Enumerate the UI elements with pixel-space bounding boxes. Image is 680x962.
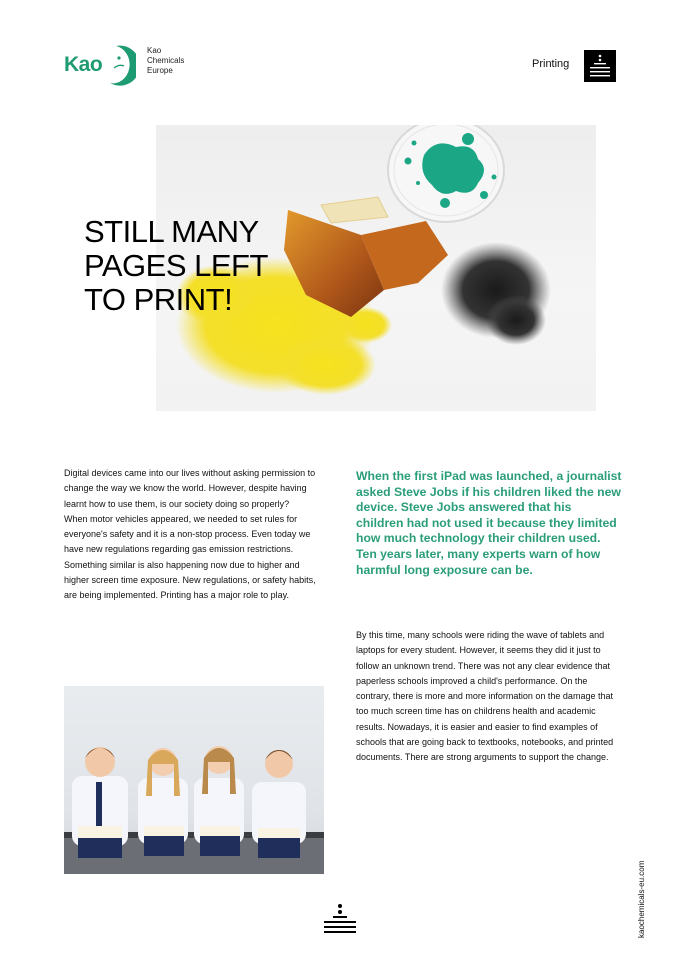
kao-logo[interactable] — [64, 42, 136, 86]
menu-button[interactable] — [584, 50, 616, 82]
headline-line: TO PRINT! — [84, 282, 233, 317]
headline-line: PAGES LEFT — [84, 248, 268, 283]
printing-mark-icon — [322, 903, 358, 937]
section-label: Printing — [532, 58, 570, 70]
body-text: By this time, many schools were riding the wave of tablets and laptops for every student. However, it seems they did it just to follow an unknown trend. There was not any clear evidence that paperless schools improved a child's performance. On the contrary, there is more and more information on the damage that too much screen time has on childrens health and academic results. Nowadays, it is easier and easier to find examples of schools that are going back to textbooks, notebooks, and printed documents. There are strong arguments to support the change. — [356, 630, 614, 763]
intro-paragraph: Digital devices came into our lives without asking permission to change the way we know the world. However, despite having learnt how to use them, is our society doing so properly? — [64, 468, 316, 509]
website-url[interactable] — [626, 838, 646, 938]
pull-quote: When the first iPad was launched, a journalist asked Steve Jobs if his children liked the new device. Steve Jobs answered that his children had not used it because they limited how much technology their children used. Ten years later, many experts warn of how harmful long exposure can be. — [356, 469, 622, 577]
svg-text:Kao: Kao — [64, 53, 103, 76]
kao-logo-icon — [64, 42, 136, 86]
children-photo — [64, 686, 324, 874]
brand-line: Europe — [147, 66, 173, 75]
children-reading-illustration — [64, 686, 324, 874]
website-url-text[interactable]: kaochemicals-eu.com — [637, 860, 646, 938]
headline — [84, 215, 268, 317]
headline-line: STILL MANY — [84, 214, 259, 249]
brand-line: Chemicals — [147, 56, 185, 65]
menu-icon — [584, 50, 616, 82]
printing-mark-svg — [322, 903, 358, 937]
intro-text — [64, 466, 326, 604]
brand-name — [147, 46, 184, 76]
intro-paragraph: When motor vehicles appeared, we needed to set rules for everyone's safety and it is a non-stop process. Even today we have new regulations regarding gas emission restrictions. — [64, 513, 311, 555]
brand-line: Kao — [147, 46, 162, 55]
intro-paragraph: Something similar is also happening now due to higher and higher screen time exposure. New regulations, or safety habits, are being implemented. Printing has a major role to play. — [64, 559, 316, 601]
